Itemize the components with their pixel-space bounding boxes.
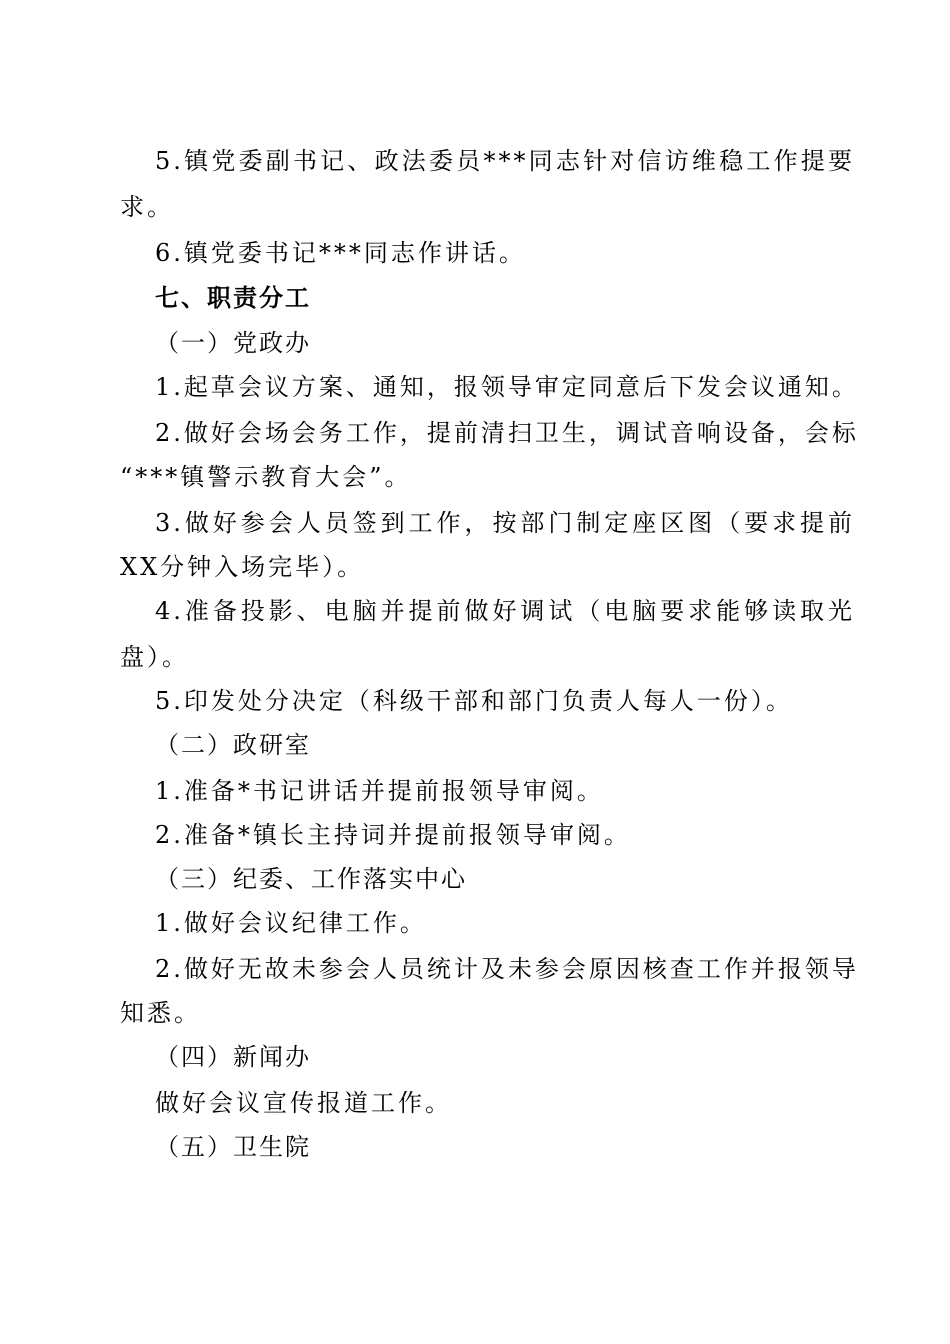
party-office-item-1: 1.起草会议方案、通知，报领导审定同意后下发会议通知。	[155, 373, 859, 401]
section-heading-seven: 七、职责分工	[155, 284, 311, 312]
discipline-item-1: 1.做好会议纪律工作。	[155, 909, 427, 937]
policy-research-item-2: 2.准备*镇长主持词并提前报领导审阅。	[155, 821, 631, 849]
party-office-item-3-line-1: 3.做好参会人员签到工作，按部门制定座区图（要求提前	[155, 509, 855, 537]
item-5-line-2: 求。	[120, 193, 174, 221]
discipline-item-2-line-1: 2.做好无故未参会人员统计及未参会原因核查工作并报领导	[155, 955, 859, 983]
party-office-item-2-line-1: 2.做好会场会务工作，提前清扫卫生，调试音响设备，会标	[155, 419, 859, 447]
discipline-item-2-line-2: 知悉。	[120, 999, 201, 1027]
party-office-item-4-line-1: 4.准备投影、电脑并提前做好调试（电脑要求能够读取光	[155, 597, 855, 625]
party-office-item-3-line-2: XX分钟入场完毕）。	[120, 553, 365, 581]
subsection-health-center: （五）卫生院	[155, 1133, 311, 1161]
policy-research-item-1: 1.准备*书记讲话并提前报领导审阅。	[155, 777, 604, 805]
item-5-line-1: 5.镇党委副书记、政法委员***同志针对信访维稳工作提要	[155, 147, 855, 175]
subsection-discipline: （三）纪委、工作落实中心	[155, 865, 467, 893]
subsection-party-office: （一）党政办	[155, 329, 311, 357]
subsection-policy-research: （二）政研室	[155, 731, 311, 759]
party-office-item-5: 5.印发处分决定（科级干部和部门负责人每人一份）。	[155, 687, 793, 715]
subsection-news-office: （四）新闻办	[155, 1043, 311, 1071]
news-office-item: 做好会议宣传报道工作。	[155, 1089, 452, 1117]
party-office-item-4-line-2: 盘）。	[120, 643, 189, 671]
item-6: 6.镇党委书记***同志作讲话。	[155, 239, 526, 267]
party-office-item-2-line-2: “***镇警示教育大会”。	[120, 463, 412, 491]
